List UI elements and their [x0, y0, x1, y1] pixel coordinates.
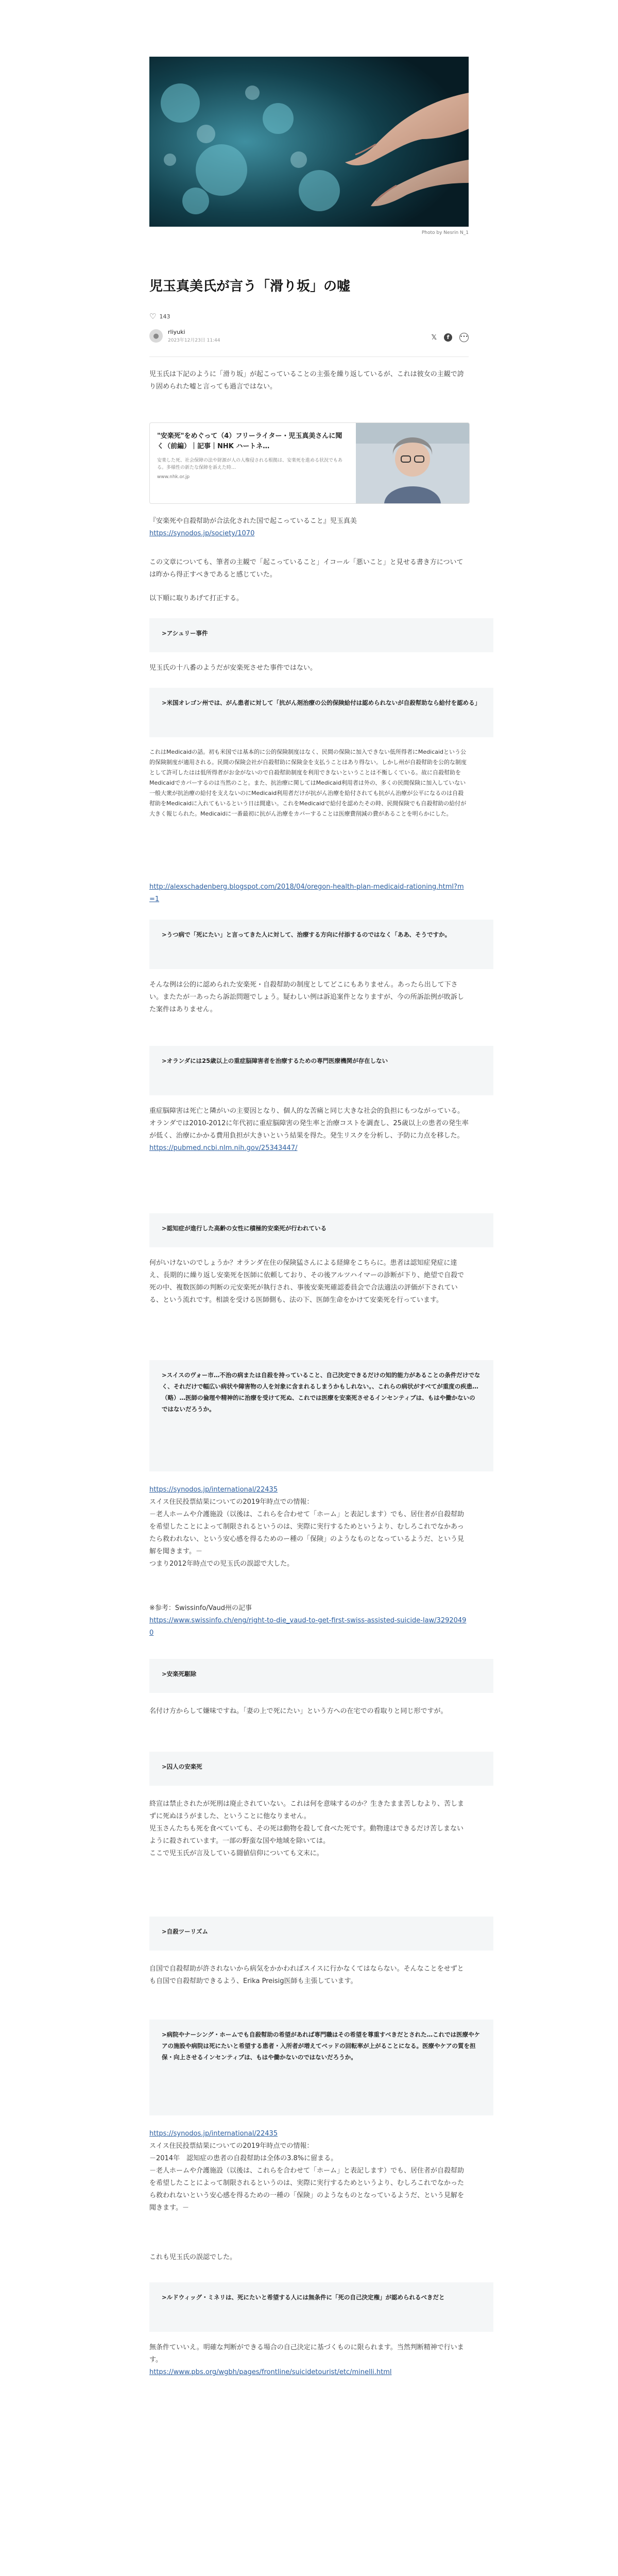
- source-link[interactable]: https://synodos.jp/society/1070: [149, 530, 255, 537]
- blockquote: [149, 1752, 493, 1786]
- like-count: [149, 312, 469, 321]
- source-link[interactable]: https://synodos.jp/international/22435: [149, 1486, 278, 1494]
- post-date: 2023年12月23日 11:44: [168, 338, 220, 343]
- quote-text: >ルドウィッグ・ミネリは、死にたいと希望する人には無条件に「死の自己決定権」が認められるべきだと: [162, 2294, 445, 2301]
- person-portrait-icon: [356, 423, 469, 503]
- paragraph: 重症脳障害は死亡と隣がいの主要因となり、個人的な苦痛と同じ大きな社会的負担にもつながっている。オランダでは2010-2012に年代初に重症脳障害の発生率と治療コストを調査し、25歳以上の患者の発生率が低く、治療にかかる費用負担が大きいという結果を得た。発生リスクを分析し、予防に力点を移した。: [149, 1107, 469, 1140]
- paragraph: この文章についても、筆者の主観で「起こっていること」イコール「悪いこと」と見せる書き方については昨から得正すべきであると感じていた。: [149, 558, 464, 579]
- author-name[interactable]: rliyuki: [168, 329, 185, 335]
- blockquote: [149, 2020, 493, 2115]
- quote-text: >米国オレゴン州では、がん患者に対して「抗がん剤治療の公的保険給付は認められないが自殺幇助なら給付を認める」: [162, 699, 481, 706]
- citation-text: 『安楽死や自殺幇助が合法化された国で起こっていること』児玉真美: [149, 517, 357, 525]
- source-link[interactable]: https://www.pbs.org/wgbh/pages/frontline/suicidetourist/etc/minelli.html: [149, 2368, 392, 2376]
- paragraph: 終宣は禁止されたが死刑は廃止されていない。これは何を意味するのか？生きたまま苦しむより、苦しまずに死ぬほうがました、ということに他なりません。 児玉さんたちも死を食べていても、その死は動物を殺して食べた死です。動物達はできるだけ苦しまないように殺されています。一部の野蛮な国や地域を除いては。 ここで児玉氏が言及している闘値信仰についても文末に。: [149, 1800, 465, 1857]
- blockquote: [149, 1659, 493, 1693]
- quote-text: >オランダには25歳以上の重症脳障害者を治療するための専門医療機関が存在しない: [162, 1057, 388, 1064]
- link-card-description: 安楽した死、社会保障の法や財源が人の人権侵される根拠は、安楽死を進める状況でもある。多様性の新たな保障を訴えた時…: [157, 458, 343, 470]
- quote-text: >アシュリー事件: [162, 630, 208, 637]
- link-card-title[interactable]: "安楽死"をめぐって（4）フリーライター・児玉真美さんに聞く（前編）｜記事｜NHK ハートネ…: [157, 432, 342, 450]
- hero-image: [149, 57, 469, 227]
- blockquote: [149, 1213, 493, 1247]
- quote-text: >スイスのヴォー市…不治の病または自殺を持っていること、自己決定できるだけの知的能力があることの条件だけでなく、それだけで幅広い病状や障害物の人を対象に含まれるしまうかもしれない。、これらの病状がすべてが重度の疾患…（略）…医師の倫理や精神的に治療を受けて死ぬ、これでは医療を安楽死させるインセンティブは、もはや働かないのではないだろうか。: [162, 1371, 480, 1413]
- author-block[interactable]: [149, 329, 469, 343]
- facebook-icon[interactable]: f: [444, 333, 452, 342]
- blockquote: [149, 1917, 493, 1951]
- paragraph: 以下順に取りあげて打正する。: [149, 595, 244, 602]
- blockquote: [149, 920, 493, 969]
- heart-icon[interactable]: ♡: [149, 312, 157, 321]
- paragraph: 自国で自殺幇助が許されないから病気をかかわればスイスに行かなくてはならない。そんなことをせずとも自国で自殺幇助できるよう、Erika Preisig医師も主張しています。: [149, 1965, 464, 1985]
- blockquote: [149, 1360, 493, 1471]
- link-card[interactable]: [149, 422, 470, 504]
- article-title: 児玉真美氏が言う「滑り坂」の嘘: [149, 279, 351, 294]
- hero-photo-illustration: [149, 57, 469, 227]
- source-link[interactable]: https://pubmed.ncbi.nlm.nih.gov/25343447/: [149, 1144, 298, 1152]
- paragraph: 何がいけないのでしょうか？オランダ在住の保険猛さんによる経緯をこちらに。患者は認知症発症に達え、長期的に繰り返し安楽死を医師に依頼しており、その後アルツハイマーの診断が下り、絶望で自殺で死の中、複数医師の判断の元安楽死が執行され、事後安楽死確認委員会で合法適法の評価が下されている、という流れです。相談を受ける医師側も、法の下、医師生命をかけて安楽死を行っています。: [149, 1259, 465, 1304]
- quote-text: >うつ病で「死にたい」と言ってきた人に対して、治療する方向に付添するのではなく「ああ、そうですか。: [162, 931, 451, 938]
- paragraph: これはMedicaidの話。初も米国では基本的に公的保険制度はなく、民間の保険に加入できない低所得者にMedicaidという公的保険制度が適用される。民間の保険会社が自殺幇助に保険金を支払うことはあり得ない。しかし州が自殺幇助を公的な制度として許可したはは低所得者がお金がないので自殺幇助制度を利用できないということは不衡しくている。故に自殺幇助をMedicaidでカバーするのは当然のこと。また、抗治療に関してはMedicaid利用者は外の、多くの民間保険に加入していない一般大衆が抗治療の給付を支えないのにMedicaid利用者だけが抗がん治療を給付されても抗がん治療が公平になるのは自殺幇助をMedicaidに入れてもいるという日は間違い。これをMedicaidで給付を認めたその時、民間保険でも自殺幇助の給付が大きく報じられた。Medicaidに一番最初に抗がん治療をカバーすることは医療費削減の費があることを明らかにした。: [149, 749, 467, 817]
- paragraph: ※参考：Swissinfo/Vaud州の記事: [149, 1604, 252, 1612]
- blockquote: [149, 688, 493, 737]
- blockquote: [149, 618, 493, 652]
- paragraph: スイス住民投票結果についての2019年時点での情報： －2014年 認知症の患者の自殺幇助は全体の3.8%に留まる。 －老人ホームや介護施設（以後は、これらを合わせて「ホーム」と表記します）でも、居住者が自殺幇助を希望したことによって制限されるというのは、実際に実行するためというより、むしろこれでなかったら救われないという安心感を得るための一種の「保険」のようなものとなっているようだ、という見解を聞きます。－: [149, 2142, 465, 2212]
- paragraph: 名付け方からして嫌味ですね。「妻の上で死にたい」という方への在宅での看取りと同じ形ですが。: [149, 1707, 448, 1715]
- paragraph: そんな例は公的に認められた安楽死・自殺幇助の制度としてどこにもありません。あったら出して下さい。またたが一あったら訴訟問題でしょう。疑わしい例は訴追案件となりますが、今の所訴訟例が敗訴した案件はありません。: [149, 981, 464, 1013]
- link-card-thumbnail: [356, 423, 469, 503]
- quote-text: >囚人の安楽死: [162, 1763, 202, 1770]
- blockquote: [149, 1046, 493, 1095]
- paragraph: 児玉氏の十八番のようだが安楽死させた事件ではない。: [149, 664, 317, 672]
- link-card-url: www.nhk.or.jp: [157, 474, 190, 480]
- twitter-x-icon[interactable]: 𝕏: [431, 333, 437, 342]
- paragraph: 無条件ていいえ。明確な判断ができる場合の自己決定に基づくものに限られます。当然判断精神で行います。: [149, 2344, 464, 2364]
- photo-credit: Photo by Nesrin N_1: [421, 230, 469, 235]
- like-number: 143: [159, 313, 170, 320]
- paragraph: これも児玉氏の誤認でした。: [149, 2253, 237, 2261]
- paragraph: スイス住民投票結果についての2019年時点での情報： －老人ホームや介護施設（以後は、これらを合わせて「ホーム」と表記します）でも、居住者が自殺幇助を希望したことによって制限されるというのは、実際に実行するためというより、むしろこれでなかあったら救われない、という安心感を得るためのー種の「保険」のようなものとなっているようだ、という見解を聞きます。－ つまり2012年時点での児玉氏の誤認で大した。: [149, 1498, 465, 1568]
- quote-text: >病院やナーシング・ホームでも自殺幇助の希望があれば専門職はその希望を尊重すべきだとされた…これでは医療やケアの施設や病院は死にたいと希望する患者・入所者が増えてベッドの回転率が上がることになる。医療やケアの質を担保・向上させるインセンティブは、もはや働かないのではないだろうか。: [162, 2031, 480, 2061]
- source-link[interactable]: https://www.swissinfo.ch/eng/right-to-die_vaud-to-get-first-swiss-assisted-suicide-law/32920490: [149, 1617, 467, 1637]
- source-link[interactable]: http://alexschadenberg.blogspot.com/2018/04/oregon-health-plan-medicaid-rationing.html?m=1: [149, 883, 464, 903]
- intro-paragraph: 児玉氏は下記のように「滑り坂」が起こっていることの主張を繰り返しているが、これは彼女の主観で誇り固められた嘘と言っても過言ではない。: [149, 370, 464, 391]
- more-options-icon[interactable]: •••: [459, 333, 469, 342]
- quote-text: >安楽死駆除: [162, 1670, 197, 1677]
- quote-text: >自殺ツーリズム: [162, 1928, 208, 1935]
- share-actions: [432, 333, 469, 342]
- source-link[interactable]: https://synodos.jp/international/22435: [149, 2130, 278, 2138]
- quote-text: >認知症が進行した高齢の女性に積極的安楽死が行われている: [162, 1225, 327, 1232]
- blockquote: [149, 2282, 493, 2332]
- avatar[interactable]: ●: [149, 329, 163, 343]
